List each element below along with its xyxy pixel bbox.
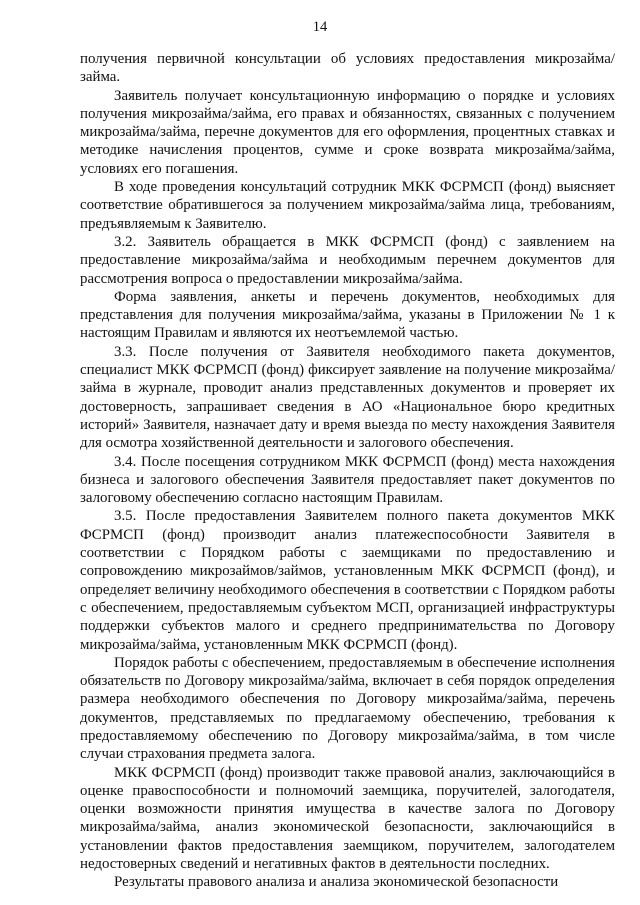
paragraph-3-3: 3.3. После получения от Заявителя необходимого пакета документов, специалист МКК ФСРМСП (фонд) фиксирует заявление на получение микрозайма/займа в журнале, проводит анализ представленных документов и проверяет их достоверность, запрашивает сведения в АО «Национальное бюро кредитных историй» Заявителя, назначает дату и время выезда по месту нахождения Заявителя для осмотра хозяйственной деятельности и залогового обеспечения. [80, 343, 615, 452]
paragraph-application-form: Форма заявления, анкеты и перечень документов, необходимых для представления для получения микрозайма/займа, указаны в Приложении № 1 к настоящим Правилам и являются их неотъемлемой частью. [80, 288, 615, 342]
paragraph-3-4: 3.4. После посещения сотрудником МКК ФСРМСП (фонд) места нахождения бизнеса и залогового обеспечения Заявителя предоставляет пакет документов по залоговому обеспечению согласно настоящим Правилам. [80, 453, 615, 507]
paragraph-3-2: 3.2. Заявитель обращается в МКК ФСРМСП (фонд) с заявлением на предоставление микрозайма/займа и необходимым перечнем документов для рассмотрения вопроса о предоставлении микрозайма/займа. [80, 233, 615, 287]
paragraph-consultation-check: В ходе проведения консультаций сотрудник МКК ФСРМСП (фонд) выясняет соответствие обратившегося за получением микрозайма/займа лица, требованиям, предъявляемым к Заявителю. [80, 179, 615, 232]
paragraph-legal-analysis: МКК ФСРМСП (фонд) производит также правовой анализ, заключающийся в оценке правоспособности и полномочий заемщика, поручителей, залогодателя, оценки возможности принятия имущества в качестве залога по Договору микрозайма/займа, анализ экономической безопасности, заключающийся в установлении фактов предоставления заемщиком, поручителем, залогодателем недостоверных сведений и негативных фактов в деятельности последних. [80, 764, 615, 873]
paragraph-consultation-info: Заявитель получает консультационную информацию о порядке и условиях получения микрозайма/займа, его правах и обязанностях, связанных с получением микрозайма/займа, перечне документов для его оформления, процентных ставках и методике начисления процентов, сумме и сроке возврата микрозайма/займа, условиях его погашения. [80, 87, 615, 177]
paragraph-analysis-results: Результаты правового анализа и анализа экономической безопасности [114, 874, 559, 891]
page-number: 14 [312, 19, 328, 35]
document-body [80, 50, 615, 892]
paragraph-continuation: получения первичной консультации об условиях предоставления микрозайма/займа. [80, 51, 615, 86]
paragraph-collateral-procedure: Порядок работы с обеспечением, предоставляемым в обеспечение исполнения обязательств по Договору микрозайма/займа, включает в себя порядок определения размера необходимого обеспечения по Договору микрозайма/займа, перечень документов, представляемых по предлагаемому обеспечению, требования к предоставляемому обеспечению по Договору микрозайма/займа, в том числе случаи страхования предмета залога. [80, 654, 615, 763]
paragraph-3-5: 3.5. После предоставления Заявителем полного пакета документов МКК ФСРМСП (фонд) производит анализ платежеспособности Заявителя в соответствии с Порядком работы с заемщиками по предоставлению и сопровождению микрозаймов/займов, установленным МКК ФСРМСП (фонд), и определяет величину необходимого обеспечения в соответствии с Порядком работы с обеспечением, предоставляемым субъектом МСП, организацией инфраструктуры поддержки субъектов малого и среднего предпринимательства по Договору микрозайма/займа, установленным МКК ФСРМСП (фонд). [80, 508, 615, 653]
